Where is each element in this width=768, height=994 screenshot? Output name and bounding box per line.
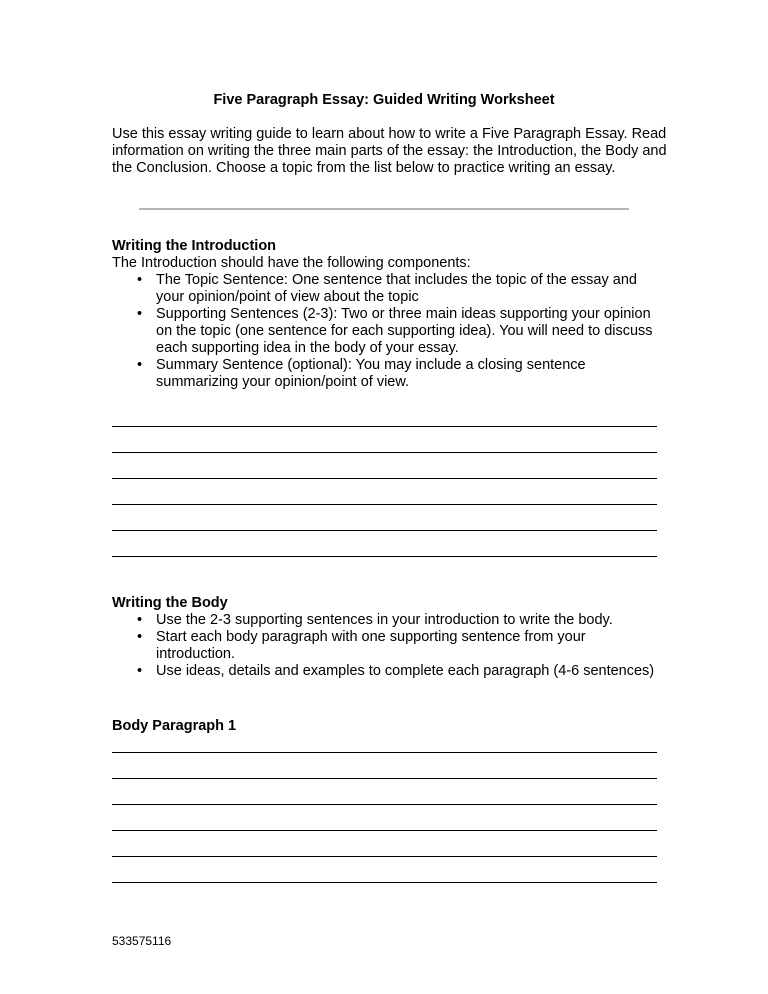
page-title: Five Paragraph Essay: Guided Writing Worksheet — [213, 92, 555, 108]
writing-line[interactable] — [112, 856, 657, 857]
list-item: • Supporting Sentences (2-3): Two or three main ideas supporting your opinion on the topic (one sentence for each supporting idea). You will need to discuss each supporting idea in the body of your essay. — [137, 306, 653, 356]
bullet-icon: • — [137, 663, 143, 679]
bullet-icon: • — [137, 629, 143, 645]
writing-line[interactable] — [112, 804, 657, 805]
body-paragraph-1-writing-lines[interactable] — [112, 752, 657, 908]
writing-line[interactable] — [112, 752, 657, 753]
writing-line[interactable] — [112, 452, 657, 453]
introduction-lead: The Introduction should have the following components: — [112, 255, 471, 271]
section-divider — [139, 208, 629, 210]
writing-line[interactable] — [112, 530, 657, 531]
body-paragraph-1-heading: Body Paragraph 1 — [112, 718, 237, 734]
bullet-icon: • — [137, 357, 143, 373]
introduction-writing-lines[interactable] — [112, 426, 657, 582]
intro-paragraph: Use this essay writing guide to learn about how to write a Five Paragraph Essay. Read information on writing the three main parts of the essay: the Introduction, the Body and the Conclusion. Choose a topic from the list below to practice writing an essay. — [112, 126, 667, 176]
bullet-icon: • — [137, 306, 143, 322]
list-item: • Summary Sentence (optional): You may include a closing sentence summarizing your opinion/point of view. — [137, 357, 586, 390]
bullet-icon: • — [137, 272, 143, 288]
writing-line[interactable] — [112, 504, 657, 505]
body-instructions-list — [112, 612, 660, 680]
bullet-icon: • — [137, 612, 143, 628]
list-item: • Use the 2-3 supporting sentences in your introduction to write the body. — [137, 612, 613, 628]
writing-line[interactable] — [112, 882, 657, 883]
document-id: 533575116 — [112, 934, 172, 948]
introduction-heading: Writing the Introduction — [112, 238, 277, 254]
list-item: • Use ideas, details and examples to complete each paragraph (4-6 sentences) — [137, 663, 655, 679]
writing-line[interactable] — [112, 556, 657, 557]
writing-line[interactable] — [112, 426, 657, 427]
introduction-components-list — [112, 272, 660, 391]
writing-line[interactable] — [112, 778, 657, 779]
list-item: • The Topic Sentence: One sentence that includes the topic of the essay and your opinion/point of view about the topic — [137, 272, 637, 305]
list-item: • Start each body paragraph with one supporting sentence from your introduction. — [137, 629, 586, 662]
writing-line[interactable] — [112, 478, 657, 479]
body-heading: Writing the Body — [112, 595, 228, 611]
writing-line[interactable] — [112, 830, 657, 831]
